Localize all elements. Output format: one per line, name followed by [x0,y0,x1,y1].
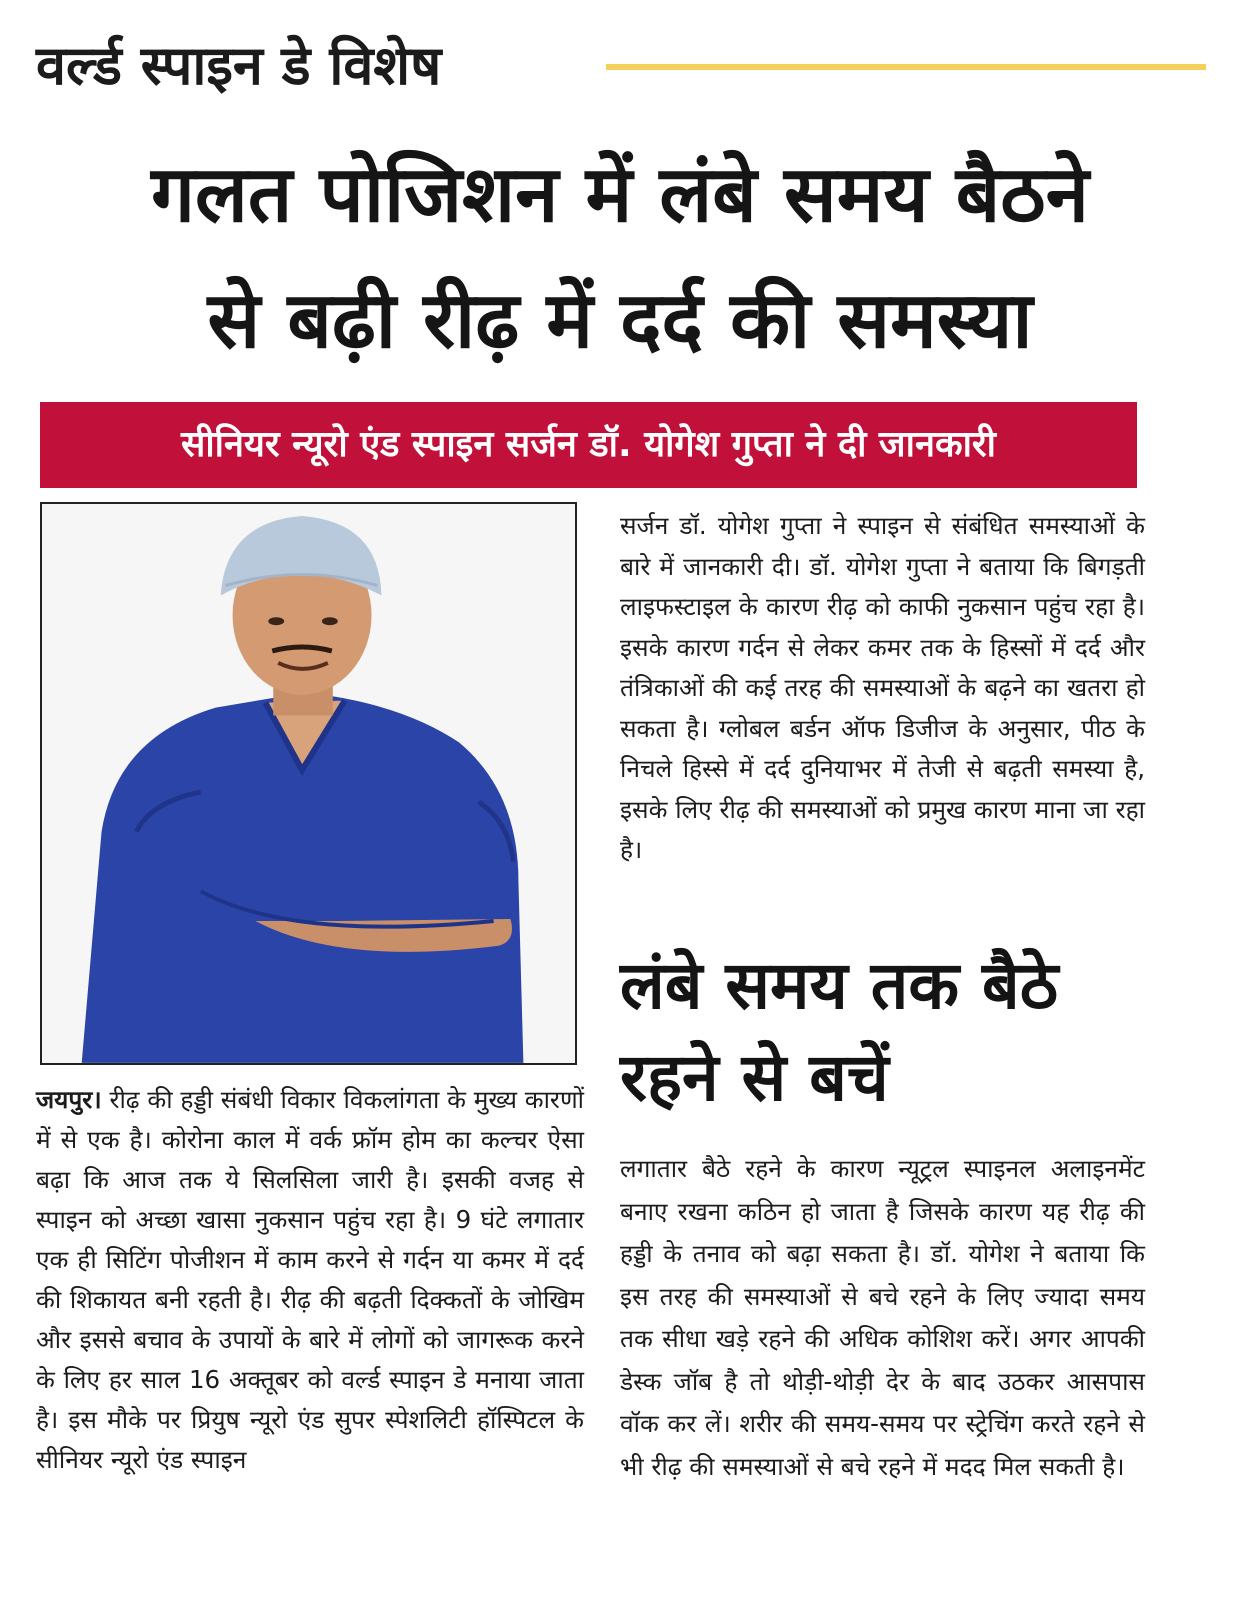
strapline-banner: सीनियर न्यूरो एंड स्पाइन सर्जन डॉ. योगेश गुप्ता ने दी जानकारी [40,402,1137,488]
subhead-line-2: रहने से बचें [620,1039,889,1116]
headline-line-1: गलत पोजिशन में लंबे समय बैठने [151,150,1089,240]
subhead-line-1: लंबे समय तक बैठे [620,947,1059,1024]
doctor-portrait-icon [42,504,575,1063]
doctor-photo [40,502,577,1065]
body-left-text: रीढ़ की हड्डी संबंधी विकार विकलांगता के मुख्य कारणों में से एक है। कोरोना काल में वर्क फ्रॉम होम का कल्चर ऐसा बढ़ा कि आज तक ये सिलसिला जारी है। इसकी वजह से स्पाइन को अच्छा खासा नुकसान पहुंच रहा है। 9 घंटे लगातार एक ही सिटिंग पोजीशन में काम करने से गर्दन या कमर में दर्द की शिकायत बनी रहती है। रीढ़ की बढ़ती दिक्कतों के जोखिम और इससे बचाव के उपायों के बारे में लोगों को जागरूक करने के लिए हर साल 16 अक्तूबर को वर्ल्ड स्पाइन डे मनाया जाता है। इस मौके पर प्रियुष न्यूरो एंड सुपर स्पेशलिटी हॉस्पिटल के सीनियर न्यूरो एंड स्पाइन [36,1085,584,1474]
body-left-column [36,1080,584,1480]
kicker-row [36,26,1206,106]
kicker: वर्ल्ड स्पाइन डे विशेष [36,34,442,97]
body-right-bottom: लगातार बैठे रहने के कारण न्यूट्रल स्पाइनल अलाइनमेंट बनाए रखना कठिन हो जाता है जिसके कारण यह रीढ़ की हड्डी के तनाव को बढ़ा सकता है। डॉ. योगेश ने बताया कि इस तरह की समस्याओं से बचे रहने के लिए ज्यादा समय तक सीधा खड़े रहने की अधिक कोशिश करें। अगर आपकी डेस्क जॉब है तो थोड़ी-थोड़ी देर के बाद उठकर आसपास वॉक कर लें। शरीर की समय-समय पर स्ट्रेचिंग करते रहने से भी रीढ़ की समस्याओं से बचे रहने में मदद मिल सकती है। [620,1154,1145,1481]
headline-line-2: से बढ़ी रीढ़ में दर्द की समस्या [207,276,1033,366]
body-right-top: सर्जन डॉ. योगेश गुप्ता ने स्पाइन से संबंधित समस्याओं के बारे में जानकारी दी। डॉ. योगेश गुप्ता ने बताया कि बिगड़ती लाइफस्टाइल के कारण रीढ़ को काफी नुकसान पहुंच रहा है। इसके कारण गर्दन से लेकर कमर तक के हिस्सों में दर्द और तंत्रिकाओं की कई तरह की समस्याओं के बढ़ने का खतरा हो सकता है। ग्लोबल बर्डन ऑफ डिजीज के अनुसार, पीठ के निचले हिस्से में दर्द दुनियाभर में तेजी से बढ़ती समस्या है, इसके लिए रीढ़ की समस्याओं को प्रमुख कारण माना जा रहा है। [620,511,1145,864]
headline [20,132,1220,384]
subhead [620,940,1180,1124]
dateline: जयपुर। [36,1085,102,1114]
kicker-rule [606,64,1206,70]
